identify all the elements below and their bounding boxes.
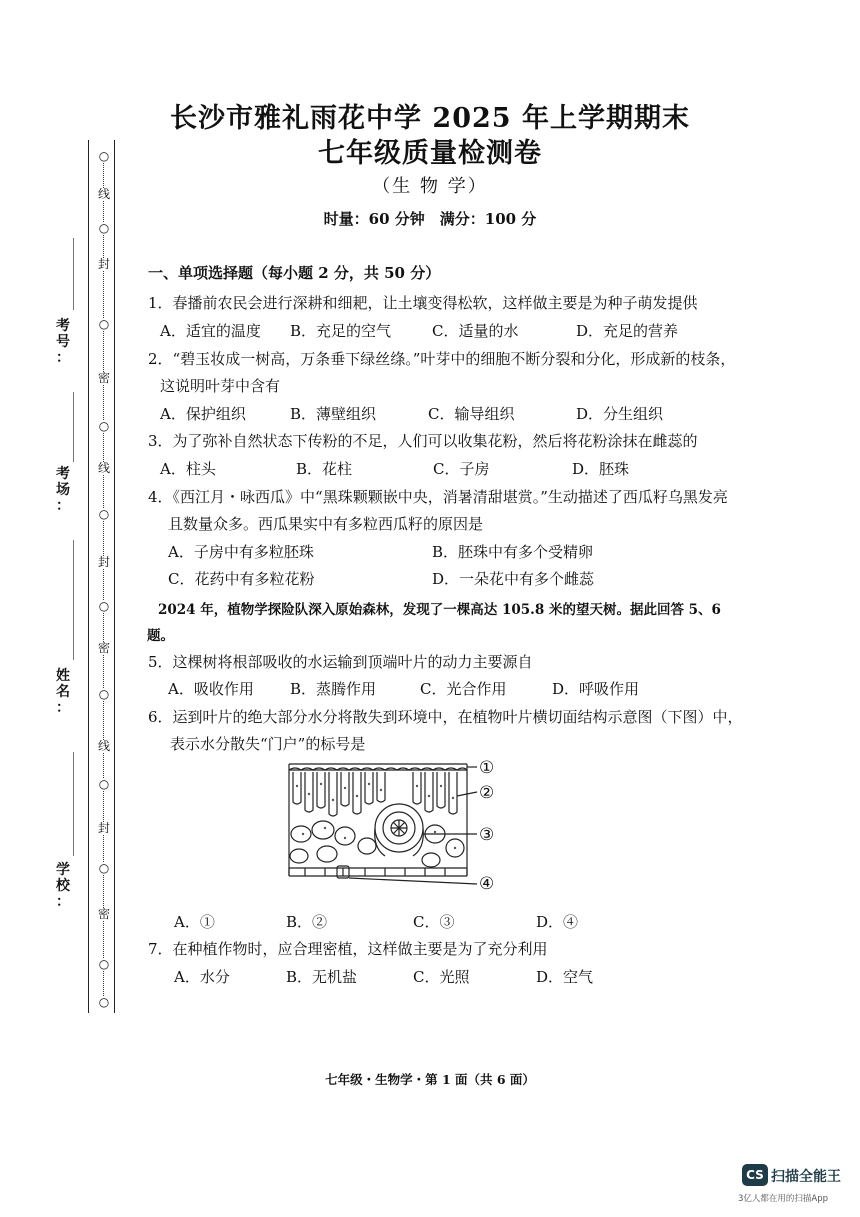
- camscanner-brand: 扫描全能王: [771, 1169, 841, 1185]
- question-stem: 表示水分散失“门户”的标号是: [170, 735, 366, 753]
- circle-marker: ○: [95, 222, 113, 235]
- question-stem: 2．“碧玉妆成一树高，万条垂下绿丝绦。”叶芽中的细胞不断分裂和分化，形成新的枝条，: [148, 350, 736, 368]
- seal-word: 封: [95, 822, 113, 835]
- option-d[interactable]: D．空气: [536, 968, 594, 986]
- option-c[interactable]: C．光合作用: [420, 680, 507, 698]
- circle-marker: ○: [95, 508, 113, 521]
- option-d[interactable]: D．呼吸作用: [552, 680, 640, 698]
- option-a[interactable]: A．柱头: [160, 460, 216, 478]
- field-exam-room: [53, 466, 73, 514]
- binding-line: [88, 140, 89, 1013]
- circle-marker: ○: [95, 862, 113, 875]
- question-stem: 7．在种植作物时，应合理密植，这样做主要是为了充分利用: [148, 940, 548, 958]
- question-stem: 6．运到叶片的绝大部分水分将散失到环境中，在植物叶片横切面结构示意图（下图）中，: [148, 708, 743, 726]
- circle-marker: ○: [95, 958, 113, 971]
- option-c[interactable]: C．适量的水: [432, 322, 519, 340]
- seal-dotted-line: [103, 150, 106, 1008]
- option-a[interactable]: A．子房中有多粒胚珠: [168, 543, 314, 561]
- option-d[interactable]: D．分生组织: [576, 405, 664, 423]
- question-stem: 4．《西江月・咏西瓜》中“黑珠颗颗嵌中央，消暑清甜堪赏。”生动描述了西瓜籽乌黑发亮: [148, 488, 728, 506]
- option-c[interactable]: C．③: [413, 913, 455, 931]
- question-stem: 且数量众多。西瓜果实中有多粒西瓜籽的原因是: [168, 515, 484, 533]
- option-b[interactable]: B．充足的空气: [290, 322, 392, 340]
- field-label: 姓 名 ：: [56, 668, 70, 716]
- option-c[interactable]: C．子房: [433, 460, 490, 478]
- exam-title: 长沙市雅礼雨花中学 2025 年上学期期末: [170, 103, 690, 134]
- section-heading: 一、单项选择题（每小题 2 分，共 50 分）: [148, 264, 441, 282]
- figure-label: ②: [479, 783, 495, 803]
- option-a[interactable]: A．保护组织: [160, 405, 246, 423]
- option-d[interactable]: D．胚珠: [572, 460, 630, 478]
- field-name: [53, 668, 73, 716]
- seal-word: 线: [95, 462, 113, 475]
- question-stem: 3．为了弥补自然状态下传粉的不足，人们可以收集花粉，然后将花粉涂抹在雌蕊的: [148, 432, 698, 450]
- exam-subtitle: 七年级质量检测卷: [318, 138, 542, 169]
- field-label: 考 场 ：: [56, 466, 70, 514]
- option-b[interactable]: B．花柱: [296, 460, 353, 478]
- circle-marker: ○: [95, 688, 113, 701]
- seal-word: 密: [95, 908, 113, 921]
- question-stem: 1．春播前农民会进行深耕和细耙，让土壤变得松软，这样做主要是为种子萌发提供: [148, 294, 698, 312]
- subject-label: （生 物 学）: [372, 176, 488, 197]
- circle-marker: ○: [95, 778, 113, 791]
- option-d[interactable]: D．充足的营养: [576, 322, 679, 340]
- option-b[interactable]: B．胚珠中有多个受精卵: [432, 543, 594, 561]
- seal-word: 密: [95, 372, 113, 385]
- seal-word: 封: [95, 258, 113, 271]
- option-a[interactable]: A．①: [174, 913, 215, 931]
- field-school: [53, 862, 73, 910]
- passage-text: 题。: [147, 628, 174, 644]
- option-b[interactable]: B．无机盐: [286, 968, 358, 986]
- seal-word: 线: [95, 740, 113, 753]
- option-a[interactable]: A．吸收作用: [168, 680, 254, 698]
- seal-word: 密: [95, 642, 113, 655]
- option-b[interactable]: B．②: [286, 913, 328, 931]
- field-underline[interactable]: [73, 392, 74, 462]
- option-a[interactable]: A．适宜的温度: [160, 322, 261, 340]
- leaf-cross-section-diagram: [285, 756, 505, 898]
- time-score-info: 时量：60 分钟 满分：100 分: [323, 210, 537, 228]
- option-c[interactable]: C．花药中有多粒花粉: [168, 570, 315, 588]
- field-underline[interactable]: [73, 238, 74, 310]
- figure-label: ③: [479, 825, 495, 845]
- page-footer: 七年级・生物学・第 1 面（共 6 面）: [325, 1072, 535, 1087]
- option-a[interactable]: A．水分: [174, 968, 230, 986]
- question-stem: 这说明叶芽中含有: [160, 377, 281, 395]
- circle-marker: ○: [95, 150, 113, 163]
- option-d[interactable]: D．一朵花中有多个雌蕊: [432, 570, 595, 588]
- circle-marker: ○: [95, 996, 113, 1009]
- camscanner-tagline: 3亿人都在用的扫描App: [738, 1194, 829, 1204]
- seal-word: 封: [95, 556, 113, 569]
- camscanner-logo-icon: CS: [742, 1164, 768, 1186]
- field-label: 考 号 ：: [56, 318, 70, 366]
- option-c[interactable]: C．输导组织: [428, 405, 515, 423]
- seal-word: 线: [95, 188, 113, 201]
- field-exam-number: [53, 318, 73, 366]
- option-d[interactable]: D．④: [536, 913, 579, 931]
- circle-marker: ○: [95, 420, 113, 433]
- binding-line: [114, 140, 115, 1013]
- option-b[interactable]: B．薄壁组织: [290, 405, 377, 423]
- option-c[interactable]: C．光照: [413, 968, 470, 986]
- figure-label: ④: [479, 874, 495, 894]
- question-stem: 5．这棵树将根部吸收的水运输到顶端叶片的动力主要源自: [148, 653, 533, 671]
- circle-marker: ○: [95, 318, 113, 331]
- field-underline[interactable]: [73, 752, 74, 856]
- figure-label: ①: [479, 758, 495, 778]
- field-label: 学 校 ：: [56, 862, 70, 910]
- passage-text: 2024 年，植物学探险队深入原始森林，发现了一棵高达 105.8 米的望天树。据此回答 5、6: [158, 602, 721, 618]
- option-b[interactable]: B．蒸腾作用: [290, 680, 377, 698]
- circle-marker: ○: [95, 600, 113, 613]
- field-underline[interactable]: [73, 540, 74, 660]
